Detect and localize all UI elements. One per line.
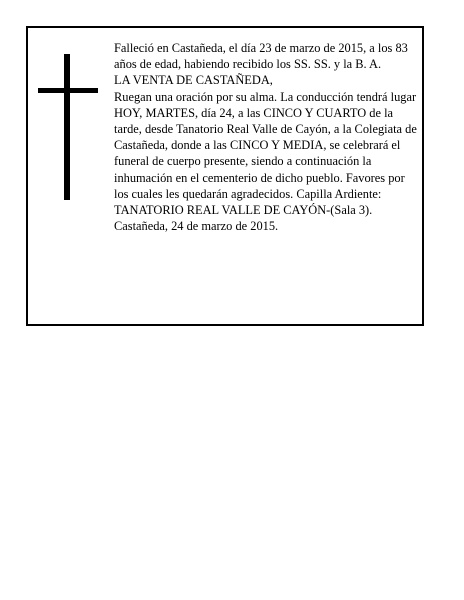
cross-horizontal-bar [38,88,98,93]
death-announcement: Falleció en Castañeda, el día 23 de marzo de 2015, a los 83 años de edad, habiendo recibido los SS. SS. y la B. A. [114,41,408,72]
cross-vertical-bar [64,54,70,200]
obituary-notice [26,26,424,326]
latin-cross-icon [36,54,100,200]
deceased-name: LA VENTA DE CASTAÑEDA, [114,73,273,88]
notice-body [114,40,418,234]
place-and-date: Castañeda, 24 de marzo de 2015. [114,219,279,234]
funeral-details: Ruegan una oración por su alma. La conducción tendrá lugar HOY, MARTES, día 24, a las CINCO Y CUARTO de la tarde, desde Tanatorio Real Valle de Cayón, a la Colegiata de Castañeda, donde a las CINCO Y MEDIA, se celebrará el funeral de cuerpo presente, siendo a continuación la inhumación en el cementerio de dicho pueblo. Favores por los cuales les quedarán agradecidos. Capilla Ardiente: TANATORIO REAL VALLE DE CAYÓN-(Sala 3). [114,89,417,218]
